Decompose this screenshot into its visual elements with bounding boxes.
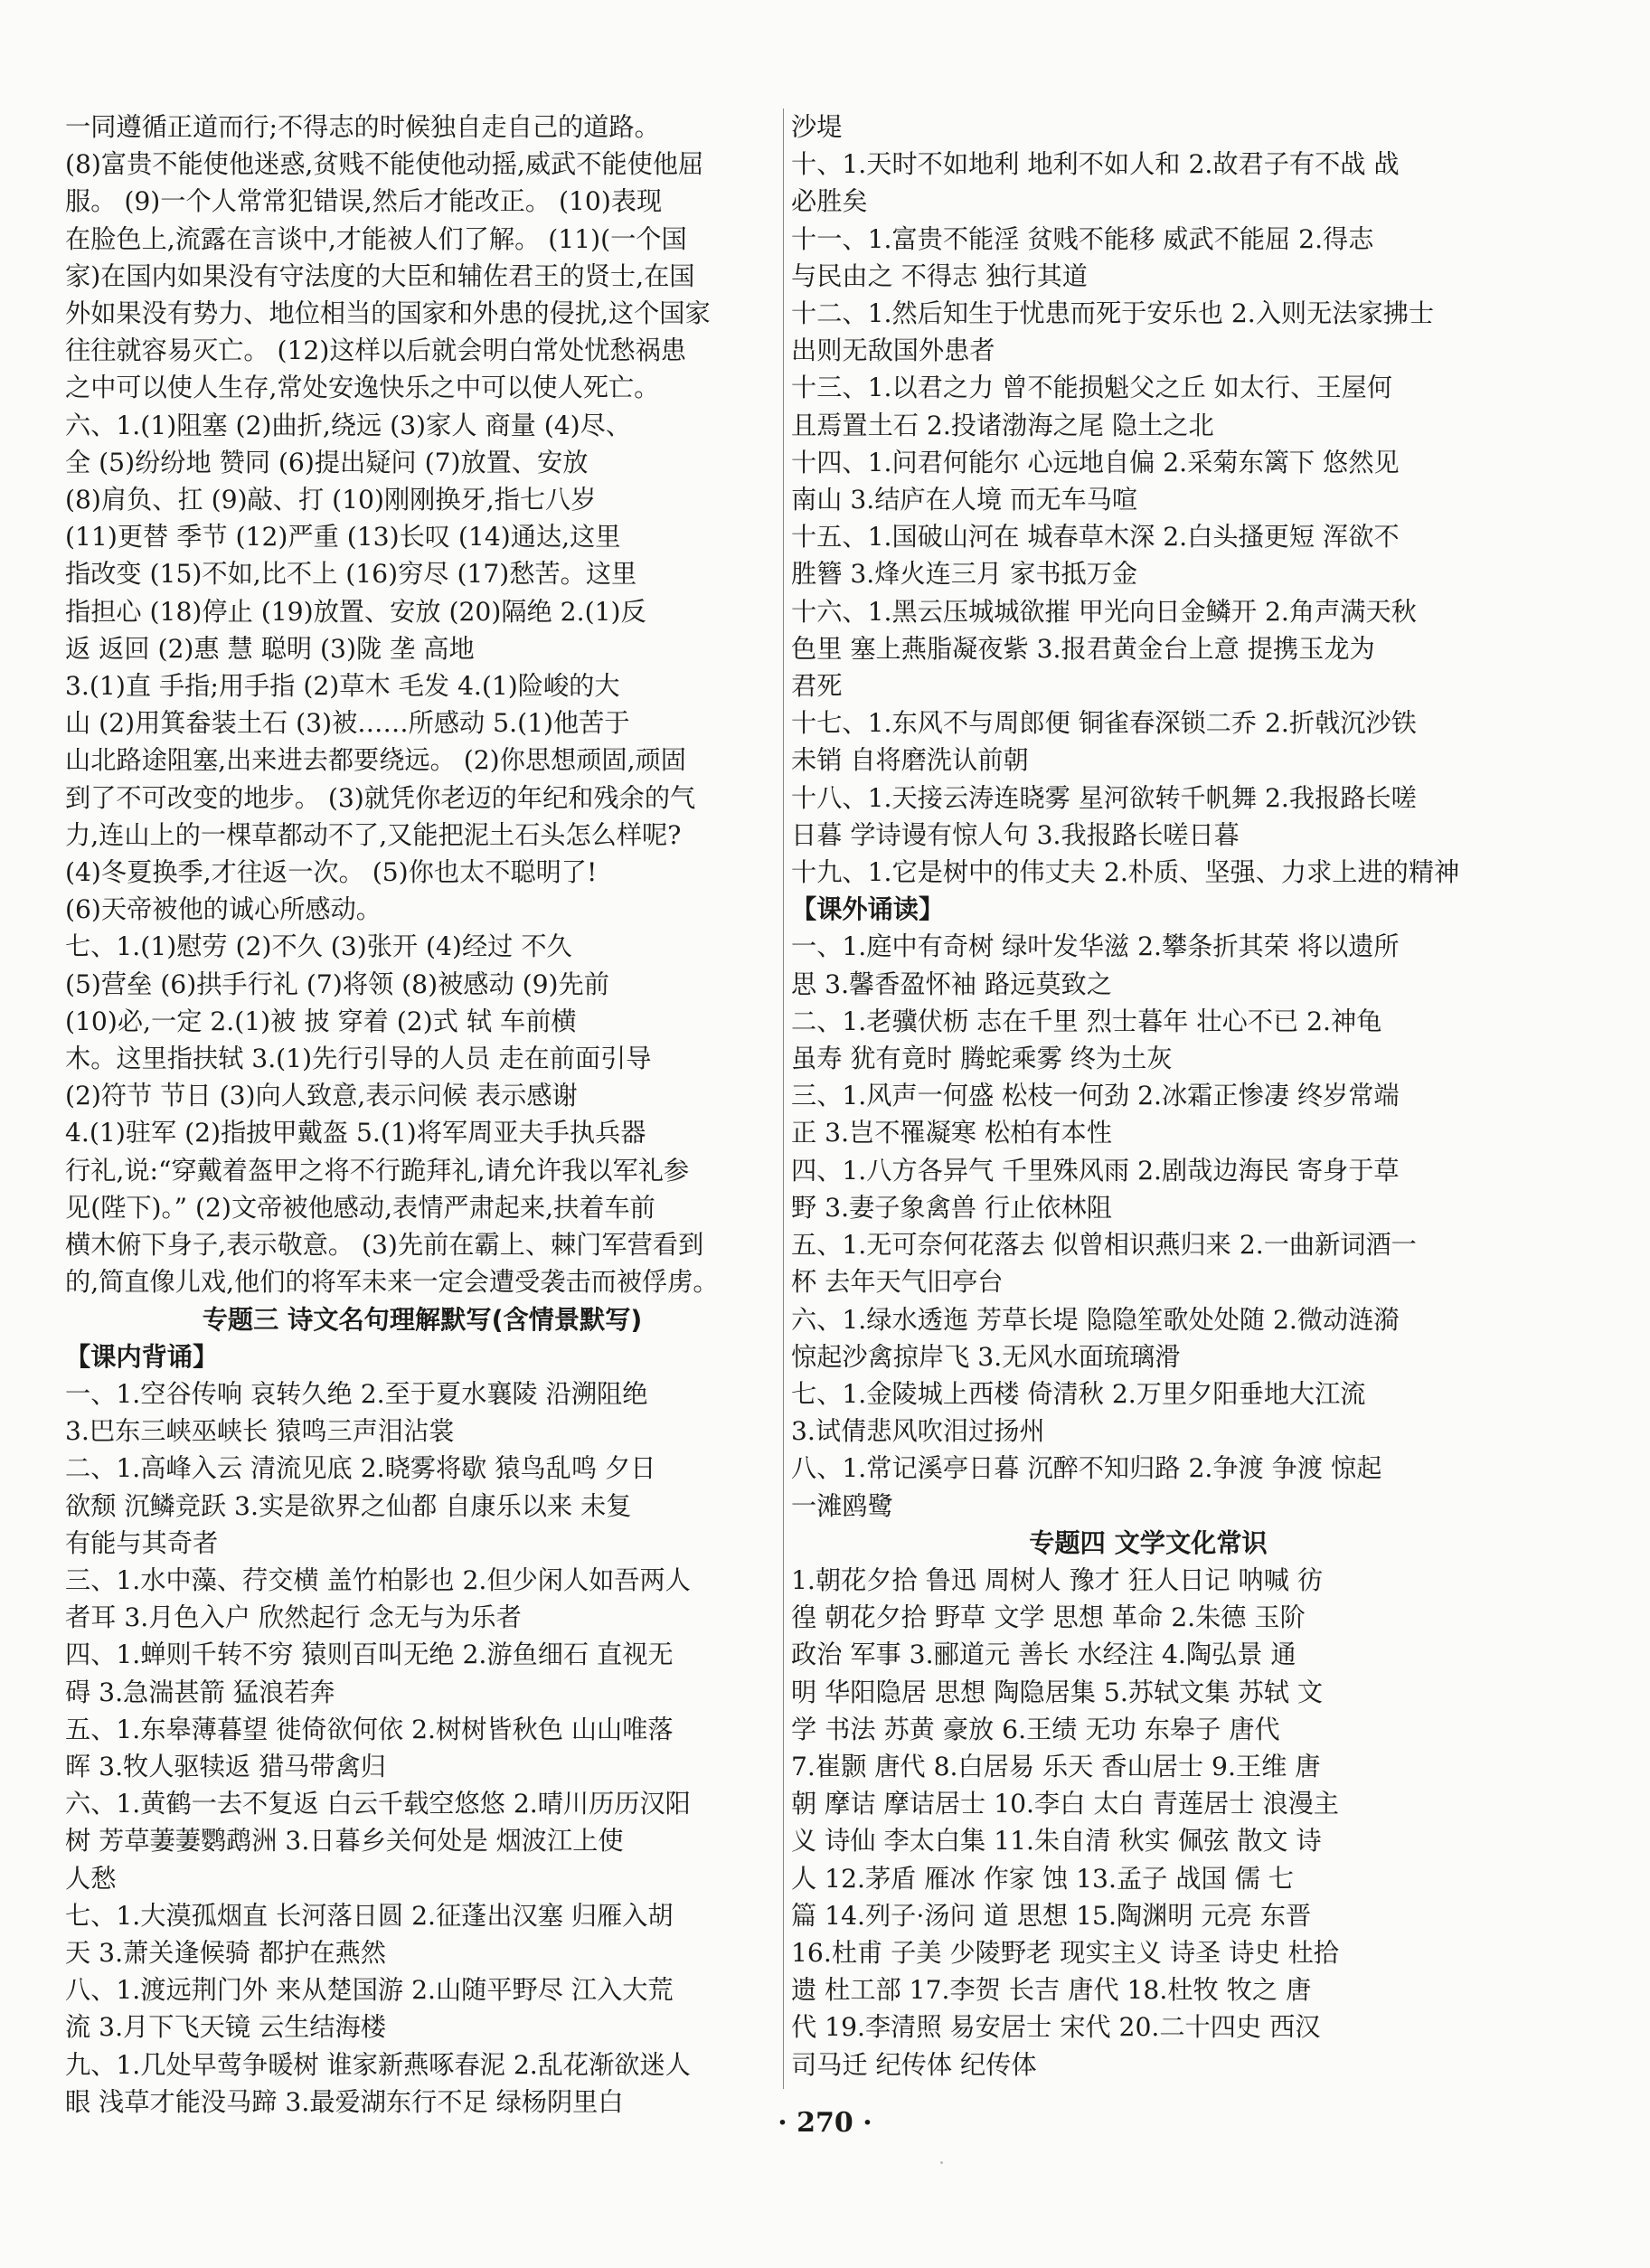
right-column-text-line: 二、1.老骥伏枥 志在千里 烈士暮年 壮心不已 2.神龟 (791, 1006, 1382, 1036)
right-column-text-line: 思 3.馨香盈怀袖 路远莫致之 (791, 969, 1112, 999)
left-column-text-line: 六、1.黄鹤一去不复返 白云千载空悠悠 2.晴川历历汉阳 (65, 1789, 691, 1819)
left-column-text-line: 3.巴东三峡巫峡长 猿鸣三声泪沾裳 (65, 1416, 455, 1447)
left-column-text-line: (8)肩负、扛 (9)敲、打 (10)刚刚换牙,指七八岁 (65, 485, 597, 515)
left-column-text-line: 家)在国内如果没有守法度的大臣和辅佐君王的贤士,在国 (65, 260, 695, 291)
right-column-text-line: 必胜矣 (791, 186, 868, 217)
left-column-text-line: 3.(1)直 手指;用手指 (2)草木 毛发 4.(1)险峻的大 (65, 671, 620, 702)
left-column-text-line: 七、1.(1)慰劳 (2)不久 (3)张开 (4)经过 不久 (65, 931, 572, 962)
right-column-text-line: 六、1.绿水透迤 芳草长堤 隐隐笙歌处处随 2.微动涟漪 (791, 1304, 1400, 1335)
left-column-text-line: 到了不可改变的地步。 (3)就凭你老迈的年纪和残余的气 (65, 782, 696, 813)
right-column-text-line: 人 12.茅盾 雁冰 作家 蚀 13.孟子 战国 儒 七 (791, 1863, 1294, 1894)
left-column-text-line: 的,简直像儿戏,他们的将军未来一定会遭受袭击而被俘虏。 (65, 1267, 719, 1298)
left-column-text-line: 树 芳草萋萋鹦鹉洲 3.日暮乡关何处是 烟波江上使 (65, 1826, 624, 1857)
right-column-text-line: 遗 杜工部 17.李贺 长吉 唐代 18.杜牧 牧之 唐 (791, 1975, 1312, 2006)
left-column-text-line: 人愁 (65, 1863, 117, 1894)
right-column-text-line: 十八、1.天接云涛连晓雾 星河欲转千帆舞 2.我报路长嗟 (791, 782, 1417, 813)
page-number: · 270 · (778, 2107, 872, 2139)
right-column-text-line: 十四、1.问君何能尔 心远地自偏 2.采菊东篱下 悠然见 (791, 447, 1400, 477)
left-column-text-line: (6)天帝被他的诚心所感动。 (65, 894, 382, 925)
left-column-text-line: 八、1.渡远荆门外 来从楚国游 2.山随平野尽 江入大荒 (65, 1975, 674, 2006)
left-column-text-line: 指担心 (18)停止 (19)放置、安放 (20)隔绝 2.(1)反 (65, 596, 646, 627)
decorative-dot (940, 2161, 943, 2164)
left-column-text-line: (2)符节 节日 (3)向人致意,表示问候 表示感谢 (65, 1081, 578, 1111)
left-column (65, 109, 779, 2121)
right-column-text-line: 三、1.风声一何盛 松枝一何劲 2.冰霜正惨凄 终岁常端 (791, 1081, 1400, 1111)
left-column-text-line: 横木俯下身子,表示敬意。 (3)先前在霸上、棘门军营看到 (65, 1230, 704, 1261)
right-column-text-line: 且焉置土石 2.投诸渤海之尾 隐土之北 (791, 410, 1214, 440)
right-column-text-line: 1.朝花夕拾 鲁迅 周树人 豫才 狂人日记 呐喊 彷 (791, 1564, 1324, 1595)
right-column-text-line: 十五、1.国破山河在 城春草木深 2.白头搔更短 浑欲不 (791, 522, 1400, 553)
right-column-text-line: 司马迁 纪传体 纪传体 (791, 2049, 1037, 2080)
right-column-text-line: 十、1.天时不如地利 地利不如人和 2.故君子有不战 战 (791, 149, 1400, 180)
left-column-text-line: 服。 (9)一个人常常犯错误,然后才能改正。 (10)表现 (65, 186, 663, 217)
right-column-text-line: 十二、1.然后知生于忧患而死于安乐也 2.入则无法家拂士 (791, 298, 1435, 329)
left-column-text-line: 在脸色上,流露在言谈中,才能被人们了解。 (11)(一个国 (65, 223, 687, 254)
left-column-text-line: 碍 3.急湍甚箭 猛浪若奔 (65, 1677, 335, 1707)
right-column-text-line: 3.试倩悲风吹泪过扬州 (791, 1416, 1045, 1447)
left-column-text-line: 五、1.东皋薄暮望 徙倚欲何依 2.树树皆秋色 山山唯落 (65, 1714, 674, 1744)
left-column-text-line: 晖 3.牧人驱犊返 猎马带禽归 (65, 1751, 386, 1781)
right-column-text-line: 十九、1.它是树中的伟丈夫 2.朴质、坚强、力求上进的精神 (791, 857, 1460, 888)
right-column-text-line: 学 书法 苏黄 豪放 6.王绩 无功 东皋子 唐代 (791, 1714, 1280, 1744)
left-column-text-line: 七、1.大漠孤烟直 长河落日圆 2.征蓬出汉塞 归雁入胡 (65, 1900, 674, 1931)
left-column-text-line: 外如果没有势力、地位相当的国家和外患的侵扰,这个国家 (65, 298, 711, 329)
right-column-text-line: 出则无敌国外患者 (791, 335, 995, 366)
left-column-text-line: 四、1.蝉则千转不穷 猿则百叫无绝 2.游鱼细石 直视无 (65, 1640, 674, 1670)
left-column-text-line: (11)更替 季节 (12)严重 (13)长叹 (14)通达,这里 (65, 522, 621, 553)
right-column-text-line: 7.崔颢 唐代 8.白居易 乐天 香山居士 9.王维 唐 (791, 1751, 1321, 1781)
right-column-text-line: 沙堤 (791, 112, 843, 142)
left-column-text-line: 见(陛下)。” (2)文帝被他感动,表情严肃起来,扶着车前 (65, 1192, 655, 1223)
right-column-text-line: 南山 3.结庐在人境 而无车马喧 (791, 485, 1138, 515)
left-column-text-line: 三、1.水中藻、荇交横 盖竹柏影也 2.但少闲人如吾两人 (65, 1564, 691, 1595)
right-column-text-line: 【课外诵读】 (791, 894, 945, 925)
right-column-text-line: 胜簪 3.烽火连三月 家书抵万金 (791, 559, 1138, 590)
left-column-text-line: 山 (2)用箕畚装土石 (3)被……所感动 5.(1)他苦于 (65, 708, 630, 739)
right-column-text-line: 日暮 学诗谩有惊人句 3.我报路长嗟日暮 (791, 819, 1240, 850)
left-column-text-line: 流 3.月下飞天镜 云生结海楼 (65, 2012, 386, 2043)
column-divider (783, 109, 784, 2089)
left-column-text-line: (5)营垒 (6)拱手行礼 (7)将领 (8)被感动 (9)先前 (65, 969, 609, 999)
left-column-text-line: 【课内背诵】 (65, 1341, 219, 1372)
left-column-text-line: 一同遵循正道而行;不得志的时候独自走自己的道路。 (65, 112, 660, 142)
right-column-text-line: 未销 自将磨洗认前朝 (791, 745, 1029, 776)
right-column-text-line: 七、1.金陵城上西楼 倚清秋 2.万里夕阳垂地大江流 (791, 1378, 1366, 1409)
right-column-text-line: 四、1.八方各异气 千里殊风雨 2.剧哉边海民 寄身于草 (791, 1155, 1400, 1186)
right-column-text-line: 明 华阳隐居 思想 陶隐居集 5.苏轼文集 苏轼 文 (791, 1677, 1324, 1707)
right-column-text-line: 色里 塞上燕脂凝夜紫 3.报君黄金台上意 提携玉龙为 (791, 633, 1375, 664)
left-column-text-line: 行礼,说:“穿戴着盔甲之将不行跪拜礼,请允许我以军礼参 (65, 1155, 690, 1186)
left-column-text-line: 欲颓 沉鳞竞跃 3.实是欲界之仙都 自康乐以来 未复 (65, 1490, 632, 1521)
right-column-text-line: 正 3.岂不罹凝寒 松柏有本性 (791, 1118, 1112, 1148)
right-column-text-line: 徨 朝花夕拾 野草 文学 思想 革命 2.朱德 玉阶 (791, 1602, 1306, 1633)
right-column-text-line: 与民由之 不得志 独行其道 (791, 260, 1088, 291)
right-column-text-line: 杯 去年天气旧亭台 (791, 1267, 1004, 1298)
right-column-text-line: 朝 摩诘 摩诘居士 10.李白 太白 青莲居士 浪漫主 (791, 1789, 1339, 1819)
right-column-text-line: 篇 14.列子·汤问 道 思想 15.陶渊明 元亮 东晋 (791, 1900, 1312, 1931)
right-column-text-line: 十一、1.富贵不能淫 贫贱不能移 威武不能屈 2.得志 (791, 223, 1374, 254)
right-column-text-line: 十七、1.东风不与周郎便 铜雀春深锁二乔 2.折戟沉沙铁 (791, 708, 1417, 739)
left-column-text-line: (10)必,一定 2.(1)被 披 穿着 (2)式 轼 车前横 (65, 1006, 577, 1036)
right-column-text-line: 十三、1.以君之力 曾不能损魁父之丘 如太行、王屋何 (791, 373, 1392, 403)
left-column-text-line: 二、1.高峰入云 清流见底 2.晓雾将歇 猿鸟乱鸣 夕日 (65, 1453, 656, 1484)
left-column-text-line: 眼 浅草才能没马蹄 3.最爱湖东行不足 绿杨阴里白 (65, 2086, 624, 2117)
left-column-text-line: 专题三 诗文名句理解默写(含情景默写) (202, 1304, 643, 1335)
right-column-text-line: 义 诗仙 李太白集 11.朱自清 秋实 佩弦 散文 诗 (791, 1826, 1322, 1857)
right-column-text-line: 政治 军事 3.郦道元 善长 水经注 4.陶弘景 通 (791, 1640, 1296, 1670)
right-column-text-line: 八、1.常记溪亭日暮 沉醉不知归路 2.争渡 争渡 惊起 (791, 1453, 1382, 1484)
left-column-text-line: (8)富贵不能使他迷惑,贫贱不能使他动摇,威武不能使他屈 (65, 149, 704, 180)
left-column-text-line: 六、1.(1)阻塞 (2)曲折,绕远 (3)家人 商量 (4)尽、 (65, 410, 632, 440)
right-column-text-line: 代 19.李清照 易安居士 宋代 20.二十四史 西汉 (791, 2012, 1321, 2043)
left-column-text-line: 九、1.几处早莺争暖树 谁家新燕啄春泥 2.乱花渐欲迷人 (65, 2049, 691, 2080)
right-column (791, 109, 1505, 2084)
left-column-text-line: 木。这里指扶轼 3.(1)先行引导的人员 走在前面引导 (65, 1044, 652, 1074)
left-column-text-line: 往往就容易灭亡。 (12)这样以后就会明白常处忧愁祸患 (65, 335, 686, 366)
right-column-text-line: 一、1.庭中有奇树 绿叶发华滋 2.攀条折其荣 将以遗所 (791, 931, 1400, 962)
right-column-text-line: 专题四 文学文化常识 (1029, 1527, 1268, 1558)
left-column-text-line: 返 返回 (2)惠 慧 聪明 (3)陇 垄 高地 (65, 633, 475, 664)
right-column-text-line: 虽寿 犹有竟时 腾蛇乘雾 终为土灰 (791, 1044, 1173, 1074)
left-column-text-line: 指改变 (15)不如,比不上 (16)穷尽 (17)愁苦。这里 (65, 559, 637, 590)
right-column-text-line: 惊起沙禽掠岸飞 3.无风水面琉璃滑 (791, 1341, 1181, 1372)
right-column-text-line: 君死 (791, 671, 843, 702)
left-column-text-line: 全 (5)纷纷地 赞同 (6)提出疑问 (7)放置、安放 (65, 447, 589, 477)
right-column-text-line: 一滩鸥鹭 (791, 1490, 893, 1521)
left-column-text-line: 力,连山上的一棵草都动不了,又能把泥土石头怎么样呢? (65, 819, 682, 850)
right-column-text-line: 16.杜甫 子美 少陵野老 现实主义 诗圣 诗史 杜拾 (791, 1937, 1339, 1968)
left-column-text-line: 之中可以使人生存,常处安逸快乐之中可以使人死亡。 (65, 373, 660, 403)
left-column-text-line: 有能与其奇者 (65, 1527, 219, 1558)
left-column-text-line: 天 3.萧关逢候骑 都护在燕然 (65, 1937, 386, 1968)
left-column-text-line: 一、1.空谷传响 哀转久绝 2.至于夏水襄陵 沿溯阻绝 (65, 1378, 648, 1409)
right-column-text-line: 五、1.无可奈何花落去 似曾相识燕归来 2.一曲新词酒一 (791, 1230, 1417, 1261)
left-column-text-line: 山北路途阻塞,出来进去都要绕远。 (2)你思想顽固,顽固 (65, 745, 686, 776)
right-column-text-line: 野 3.妻子象禽兽 行止依林阻 (791, 1192, 1112, 1223)
left-column-text-line: (4)冬夏换季,才往返一次。 (5)你也太不聪明了! (65, 857, 598, 888)
right-column-text-line: 十六、1.黑云压城城欲摧 甲光向日金鳞开 2.角声满天秋 (791, 596, 1417, 627)
left-column-text-line: 者耳 3.月色入户 欣然起行 念无与为乐者 (65, 1602, 522, 1633)
left-column-text-line: 4.(1)驻军 (2)指披甲戴盔 5.(1)将军周亚夫手执兵器 (65, 1118, 646, 1148)
